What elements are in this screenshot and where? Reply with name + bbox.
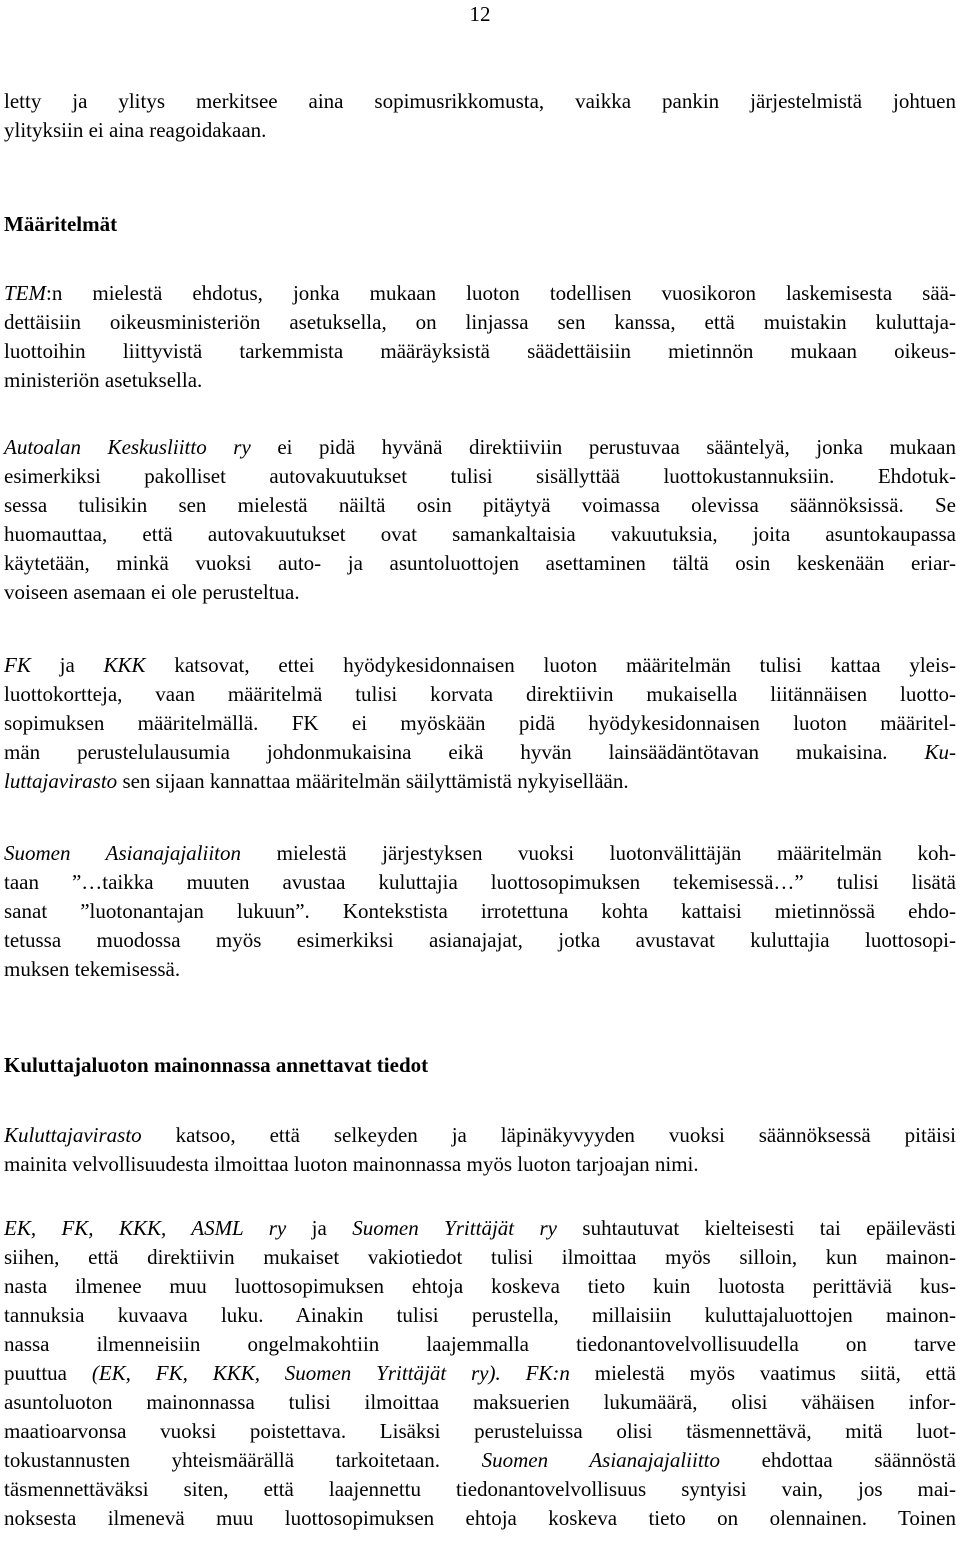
text-span: ehdottaa säännöstä <box>720 1448 956 1472</box>
text-span: sen sijaan kannattaa määritelmän säilyttämistä nykyisellään. <box>117 769 629 793</box>
organization-name: TEM <box>4 281 46 305</box>
text-span: ja <box>30 653 104 677</box>
text-line: taan ”…taikka muuten avustaa kuluttajia luottosopimuksen tekemisessä…” tulisi lisätä <box>4 870 956 894</box>
text-line: letty ja ylitys merkitsee aina sopimusrikkomusta, vaikka pankin järjestelmistä johtuen <box>4 89 956 113</box>
text-line: huomauttaa, että autovakuutukset ovat samankaltaisia vakuutuksia, joita asuntokaupassa <box>4 522 956 546</box>
text-line: luottoihin liittyvistä tarkemmista määräyksistä säädettäisiin mietinnön mukaan oikeus- <box>4 339 956 363</box>
paragraph-tem <box>4 279 956 395</box>
text-span: män perustelulausumia johdonmukaisina eikä hyvän lainsäädäntötavan mukaisina. <box>4 740 925 764</box>
text-line <box>4 433 956 462</box>
text-line: maatioarvonsa vuoksi poistettava. Lisäksi perusteluissa olisi täsmennettävä, mitä luot- <box>4 1419 956 1443</box>
text-line: dettäisiin oikeusministeriön asetuksella, on linjassa sen kanssa, että muistakin kuluttaja- <box>4 310 956 334</box>
text-line <box>4 839 956 868</box>
section-heading-definitions: Määritelmät <box>4 212 118 236</box>
organization-name: Suomen Asianajajaliiton <box>4 841 242 865</box>
text-line: sanat ”luotonantajan lukuun”. Kontekstista irrotettuna kohta kattaisi mietinnössä ehdo- <box>4 899 956 923</box>
text-line: esimerkiksi pakolliset autovakuutukset tulisi sisällyttää luottokustannuksiin. Ehdotuk- <box>4 464 956 488</box>
text-span: ja <box>286 1216 353 1240</box>
text-span: mielestä järjestyksen vuoksi luotonvälittäjän määritelmän koh- <box>241 841 957 865</box>
text-line <box>4 1214 956 1243</box>
text-line: käytetään, minkä vuoksi auto- ja asuntoluottojen asettaminen tältä osin keskenään eriar- <box>4 551 956 575</box>
paragraph-ek-fk <box>4 1214 956 1533</box>
organization-name: Kuluttajavirasto <box>4 1123 142 1147</box>
text-line: tetussa muodossa myös esimerkiksi asianajajat, jotka avustavat kuluttajia luottosopi- <box>4 928 956 952</box>
paragraph-autoalan <box>4 433 956 607</box>
text-line <box>4 1446 956 1475</box>
text-line: siihen, että direktiivin mukaiset vakiotiedot tulisi ilmoittaa myös silloin, kun mainon- <box>4 1245 956 1269</box>
paragraph-asianajajaliitto <box>4 839 956 984</box>
paragraph-kuluttajavirasto <box>4 1121 956 1179</box>
text-span: katsovat, ettei hyödykesidonnaisen luoton määritelmän tulisi kattaa yleis- <box>145 653 956 677</box>
text-line <box>4 651 956 680</box>
text-line <box>4 279 956 308</box>
organization-name: Suomen Asianajajaliitto <box>481 1448 720 1472</box>
text-span: :n mielestä ehdotus, jonka mukaan luoton todellisen vuosikoron laskemisesta sää- <box>46 281 956 305</box>
organization-name: EK, FK, KKK, ASML ry <box>4 1216 287 1240</box>
text-line: sopimuksen määritelmällä. FK ei myöskään pidä hyödykesidonnaisen luoton määritel- <box>4 711 956 735</box>
text-line: tannuksia kuvaava luku. Ainakin tulisi perustella, millaisiin kuluttajaluottojen mainon- <box>4 1303 956 1327</box>
text-line: mainita velvollisuudesta ilmoittaa luoton mainonnassa myös luoton tarjoajan nimi. <box>4 1152 699 1176</box>
text-line: noksesta ilmenevä muu luottosopimuksen ehtoja koskeva tieto on olennainen. Toinen <box>4 1506 956 1530</box>
organization-name: luttajavirasto <box>4 769 118 793</box>
text-line <box>4 738 956 767</box>
organization-name: Suomen Yrittäjät ry <box>352 1216 557 1240</box>
organization-name: FK <box>4 653 31 677</box>
text-line: sessa tulisikin sen mielestä näiltä osin pitäytyä voimassa olevissa säännöksissä. Se <box>4 493 956 517</box>
text-span: suhtautuvat kielteisesti tai epäilevästi <box>557 1216 956 1240</box>
paragraph-overdraft <box>4 87 956 145</box>
organization-name: Autoalan Keskusliitto ry <box>4 435 251 459</box>
section-heading-advertising: Kuluttajaluoton mainonnassa annettavat tiedot <box>4 1053 429 1077</box>
text-span: puuttua <box>4 1361 92 1385</box>
text-span: katsoo, että selkeyden ja läpinäkyvyyden vuoksi säännöksessä pitäisi <box>141 1123 956 1147</box>
organization-name: KKK <box>103 653 146 677</box>
text-span: tokustannusten yhteismäärällä tarkoitetaan. <box>4 1448 482 1472</box>
organization-name: (EK, FK, KKK, Suomen Yrittäjät ry). FK:n <box>91 1361 570 1385</box>
paragraph-fk-kkk <box>4 651 956 796</box>
text-line: muksen tekemisessä. <box>4 957 181 981</box>
text-span: ei pidä hyvänä direktiiviin perustuvaa sääntelyä, jonka mukaan <box>250 435 956 459</box>
text-line <box>4 767 956 796</box>
text-line: nasta ilmenee muu luottosopimuksen ehtoja koskeva tieto kuin luotosta perittäviä kus- <box>4 1274 956 1298</box>
page-number: 12 <box>469 2 491 26</box>
text-line: ministeriön asetuksella. <box>4 368 203 392</box>
text-line: täsmennettäväksi siten, että laajennettu tiedonantovelvollisuus syntyisi vain, jos mai- <box>4 1477 956 1501</box>
text-line <box>4 1359 956 1388</box>
text-line: ylityksiin ei aina reagoidakaan. <box>4 118 267 142</box>
text-line <box>4 1121 956 1150</box>
text-line: asuntoluoton mainonnassa tulisi ilmoittaa maksuerien lukumäärä, olisi vähäisen infor- <box>4 1390 956 1414</box>
organization-name: Ku- <box>924 740 956 764</box>
text-line: voiseen asemaan ei ole perusteltua. <box>4 580 300 604</box>
text-line: luottokortteja, vaan määritelmä tulisi korvata direktiivin mukaisella liitännäisen luotto- <box>4 682 956 706</box>
text-span: mielestä myös vaatimus siitä, että <box>569 1361 956 1385</box>
text-line: nassa ilmenneisiin ongelmakohtiin laajemmalla tiedonantovelvollisuudella on tarve <box>4 1332 956 1356</box>
